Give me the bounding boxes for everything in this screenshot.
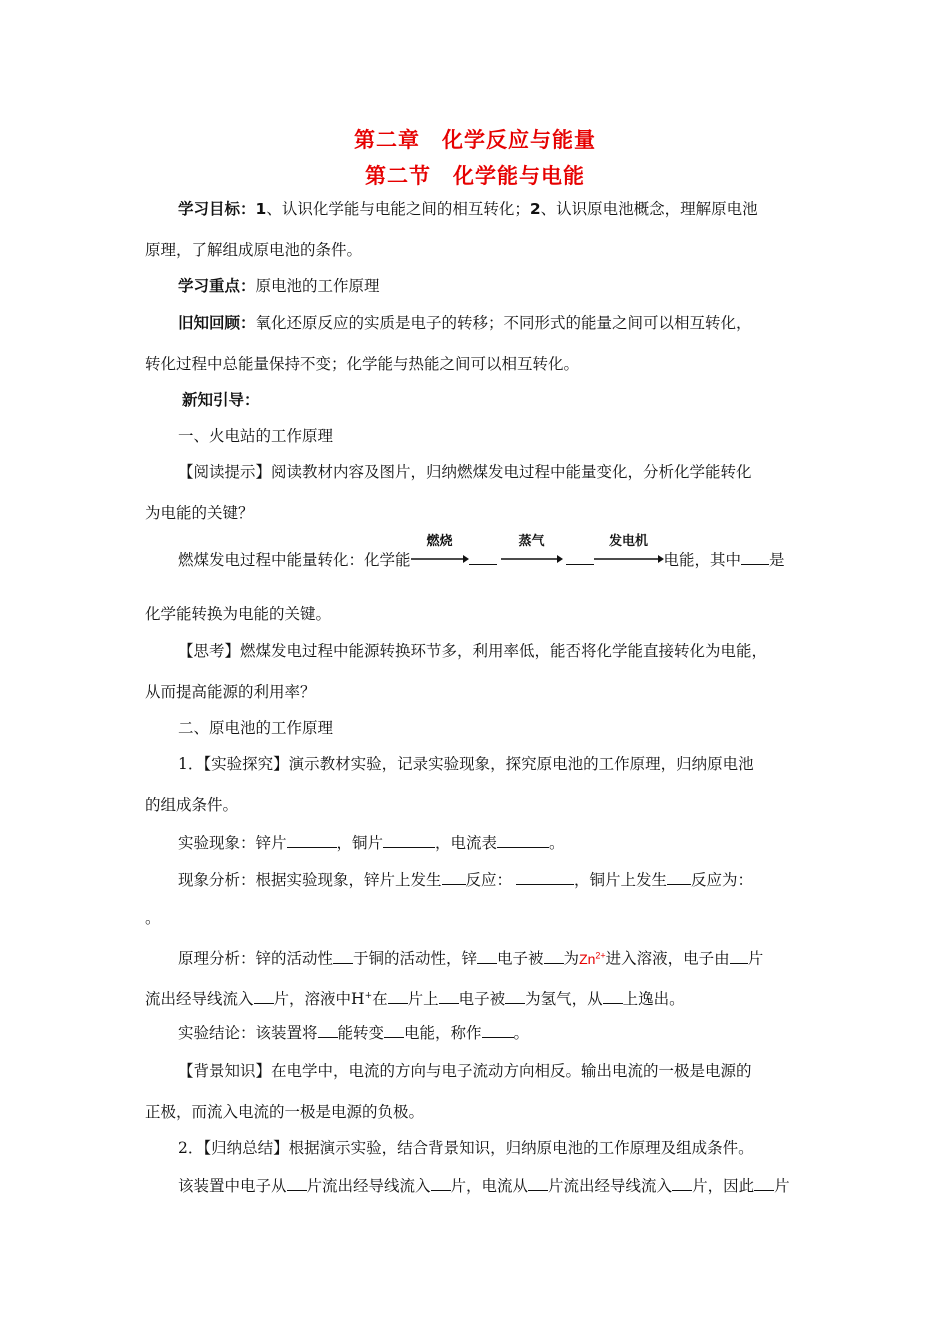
review-line-1 bbox=[178, 313, 752, 333]
blank-reduced bbox=[505, 988, 525, 1004]
blank-therefore bbox=[754, 1175, 774, 1191]
blank-zinc-reaction-type bbox=[442, 869, 466, 885]
principle2-d: 片上 bbox=[407, 990, 439, 1009]
energy-flow-line-2: 化学能转换为电能的关键。 bbox=[145, 605, 332, 623]
review-line-2: 转化过程中总能量保持不变；化学能与热能之间可以相互转化。 bbox=[145, 355, 580, 373]
think-line-1: 【思考】燃煤发电过程中能源转换环节多，利用率低，能否将化学能直接转化为电能， bbox=[178, 642, 768, 660]
blank-device-name bbox=[482, 1022, 514, 1038]
summary-d: 片流出经导线流入 bbox=[548, 1177, 673, 1195]
summary-line-1: 2．【归纳总结】根据演示实验，结合背景知识，归纳原电池的工作原理及组成条件。 bbox=[178, 1139, 754, 1157]
goal-text-1: 、认识化学能与电能之间的相互转化； bbox=[266, 200, 530, 218]
think-line-2: 从而提高能源的利用率？ bbox=[145, 683, 316, 701]
blank-activity bbox=[333, 948, 353, 964]
flow-end: 是 bbox=[769, 551, 785, 569]
principle-line-2 bbox=[145, 986, 685, 1009]
background-line-2: 正极，而流入电流的一极是电源的负极。 bbox=[145, 1103, 425, 1121]
focus-text: 原电池的工作原理 bbox=[255, 277, 380, 295]
blank-copper bbox=[383, 832, 435, 848]
phenomenon-zinc-label: 实验现象：锌片 bbox=[178, 834, 287, 852]
phenomenon-ammeter-label: ，电流表 bbox=[435, 834, 498, 852]
principle2-f: 为氢气，从 bbox=[525, 990, 603, 1009]
hydrogen-symbol: H bbox=[351, 990, 365, 1009]
principle2-e: 电子被 bbox=[458, 990, 506, 1009]
blank-electron-zn bbox=[477, 948, 497, 964]
blank-electron-dest bbox=[254, 988, 274, 1004]
arrow-label-generator: 发电机 bbox=[609, 534, 649, 549]
phenomenon-copper-label: ，铜片 bbox=[336, 834, 384, 852]
blank-current-to bbox=[672, 1175, 692, 1191]
analysis-a: 现象分析：根据实验现象，锌片上发生 bbox=[178, 871, 442, 889]
goal-text-2: 、认识原电池概念，理解原电池 bbox=[540, 200, 758, 218]
page-title: 第二章 化学反应与能量 bbox=[354, 128, 596, 152]
principle-a: 原理分析：锌的活动性 bbox=[178, 949, 334, 968]
conclusion-d: 。 bbox=[513, 1024, 530, 1042]
arrow-label-combustion: 燃烧 bbox=[426, 534, 453, 549]
zinc-charge: 2+ bbox=[595, 950, 606, 960]
energy-flow-line bbox=[178, 534, 785, 570]
analysis-b: 反应： bbox=[465, 871, 513, 889]
blank-current-from bbox=[528, 1175, 548, 1191]
principle-b: 于铜的活动性，锌 bbox=[353, 949, 478, 968]
analysis-line bbox=[178, 869, 753, 890]
principle-line-1 bbox=[178, 945, 763, 969]
blank-escape bbox=[603, 988, 623, 1004]
blank-copper-reaction-type bbox=[667, 869, 691, 885]
reading-hint-line-1: 【阅读提示】阅读教材内容及图片，归纳燃煤发电过程中能量变化，分析化学能转化 bbox=[178, 463, 752, 481]
blank-transform bbox=[384, 1022, 404, 1038]
section2-heading: 二、原电池的工作原理 bbox=[178, 719, 334, 737]
goals-line-1 bbox=[178, 199, 758, 219]
intro-label: 新知引导： bbox=[182, 391, 260, 409]
summary-b: 片流出经导线流入 bbox=[306, 1177, 431, 1195]
focus-label: 学习重点： bbox=[178, 277, 256, 295]
section-title: 第二节 化学能与电能 bbox=[365, 164, 585, 188]
principle-e: 进入溶液，电子由 bbox=[605, 949, 730, 968]
reading-hint-line-2: 为电能的关键？ bbox=[145, 504, 254, 522]
section1-heading: 一、火电站的工作原理 bbox=[178, 427, 334, 445]
arrow-combustion bbox=[411, 534, 469, 565]
blank-2 bbox=[566, 549, 594, 565]
conclusion-c: 电能，称作 bbox=[404, 1024, 482, 1042]
blank-electron-to bbox=[431, 1175, 451, 1191]
blank-ammeter bbox=[497, 832, 549, 848]
blank-zinc-equation bbox=[516, 869, 574, 885]
goals-label: 学习目标： bbox=[178, 200, 256, 218]
phenomenon-line bbox=[178, 832, 565, 853]
principle2-g: 上逸出。 bbox=[622, 990, 685, 1009]
conclusion-a: 实验结论：该装置将 bbox=[178, 1024, 318, 1042]
goals-line-2: 原理，了解组成原电池的条件。 bbox=[145, 241, 363, 259]
blank-3 bbox=[741, 549, 769, 565]
blank-zinc bbox=[287, 832, 337, 848]
blank-h-electron bbox=[439, 988, 459, 1004]
arrow-label-steam: 蒸气 bbox=[518, 534, 545, 549]
flow-mid: 电能，其中 bbox=[663, 551, 742, 569]
goal-number-1: 1 bbox=[255, 200, 267, 218]
arrow-generator bbox=[594, 534, 664, 565]
review-text-1: 氧化还原反应的实质是电子的转移；不同形式的能量之间可以相互转化， bbox=[255, 314, 752, 332]
analysis-c: ，铜片上发生 bbox=[574, 871, 668, 889]
summary-a: 该装置中电子从 bbox=[178, 1177, 287, 1195]
hydrogen-charge: + bbox=[364, 991, 373, 1001]
zinc-ion bbox=[579, 951, 606, 967]
blank-h-plate bbox=[388, 988, 408, 1004]
blank-oxidized bbox=[544, 948, 564, 964]
principle-d: 为 bbox=[563, 949, 580, 968]
analysis-d: 反应为： bbox=[691, 871, 754, 889]
principle-c: 电子被 bbox=[497, 949, 544, 968]
experiment-line-1: 1．【实验探究】演示教材实验，记录实验现象，探究原电池的工作原理，归纳原电池 bbox=[178, 755, 754, 773]
flow-prefix: 燃煤发电过程中能量转化：化学能 bbox=[178, 551, 411, 569]
conclusion-line bbox=[178, 1022, 529, 1043]
summary-c: 片，电流从 bbox=[450, 1177, 529, 1195]
blank-energy-type bbox=[318, 1022, 338, 1038]
summary-line-2 bbox=[178, 1175, 790, 1196]
arrow-steam bbox=[501, 534, 563, 565]
principle2-a: 流出经导线流入 bbox=[145, 990, 254, 1009]
blank-1 bbox=[469, 549, 497, 565]
blank-electron-from bbox=[287, 1175, 307, 1191]
goal-number-2: 2 bbox=[529, 200, 541, 218]
hydrogen-ion bbox=[351, 990, 372, 1008]
analysis-end: 。 bbox=[145, 909, 161, 927]
blank-electron-source bbox=[730, 948, 748, 964]
background-line-1: 【背景知识】在电学中，电流的方向与电子流动方向相反。输出电流的一极是电源的 bbox=[178, 1062, 752, 1080]
review-label: 旧知回顾： bbox=[178, 314, 256, 332]
principle2-b: 片，溶液中 bbox=[273, 990, 352, 1009]
principle-f: 片 bbox=[747, 949, 764, 968]
conclusion-b: 能转变 bbox=[337, 1024, 385, 1042]
phenomenon-end: 。 bbox=[549, 834, 565, 852]
focus-line bbox=[178, 276, 380, 296]
summary-f: 片 bbox=[774, 1177, 790, 1195]
principle2-c: 在 bbox=[372, 990, 388, 1009]
experiment-line-2: 的组成条件。 bbox=[145, 796, 239, 814]
zinc-symbol: Zn bbox=[579, 950, 596, 967]
summary-e: 片，因此 bbox=[692, 1177, 755, 1195]
